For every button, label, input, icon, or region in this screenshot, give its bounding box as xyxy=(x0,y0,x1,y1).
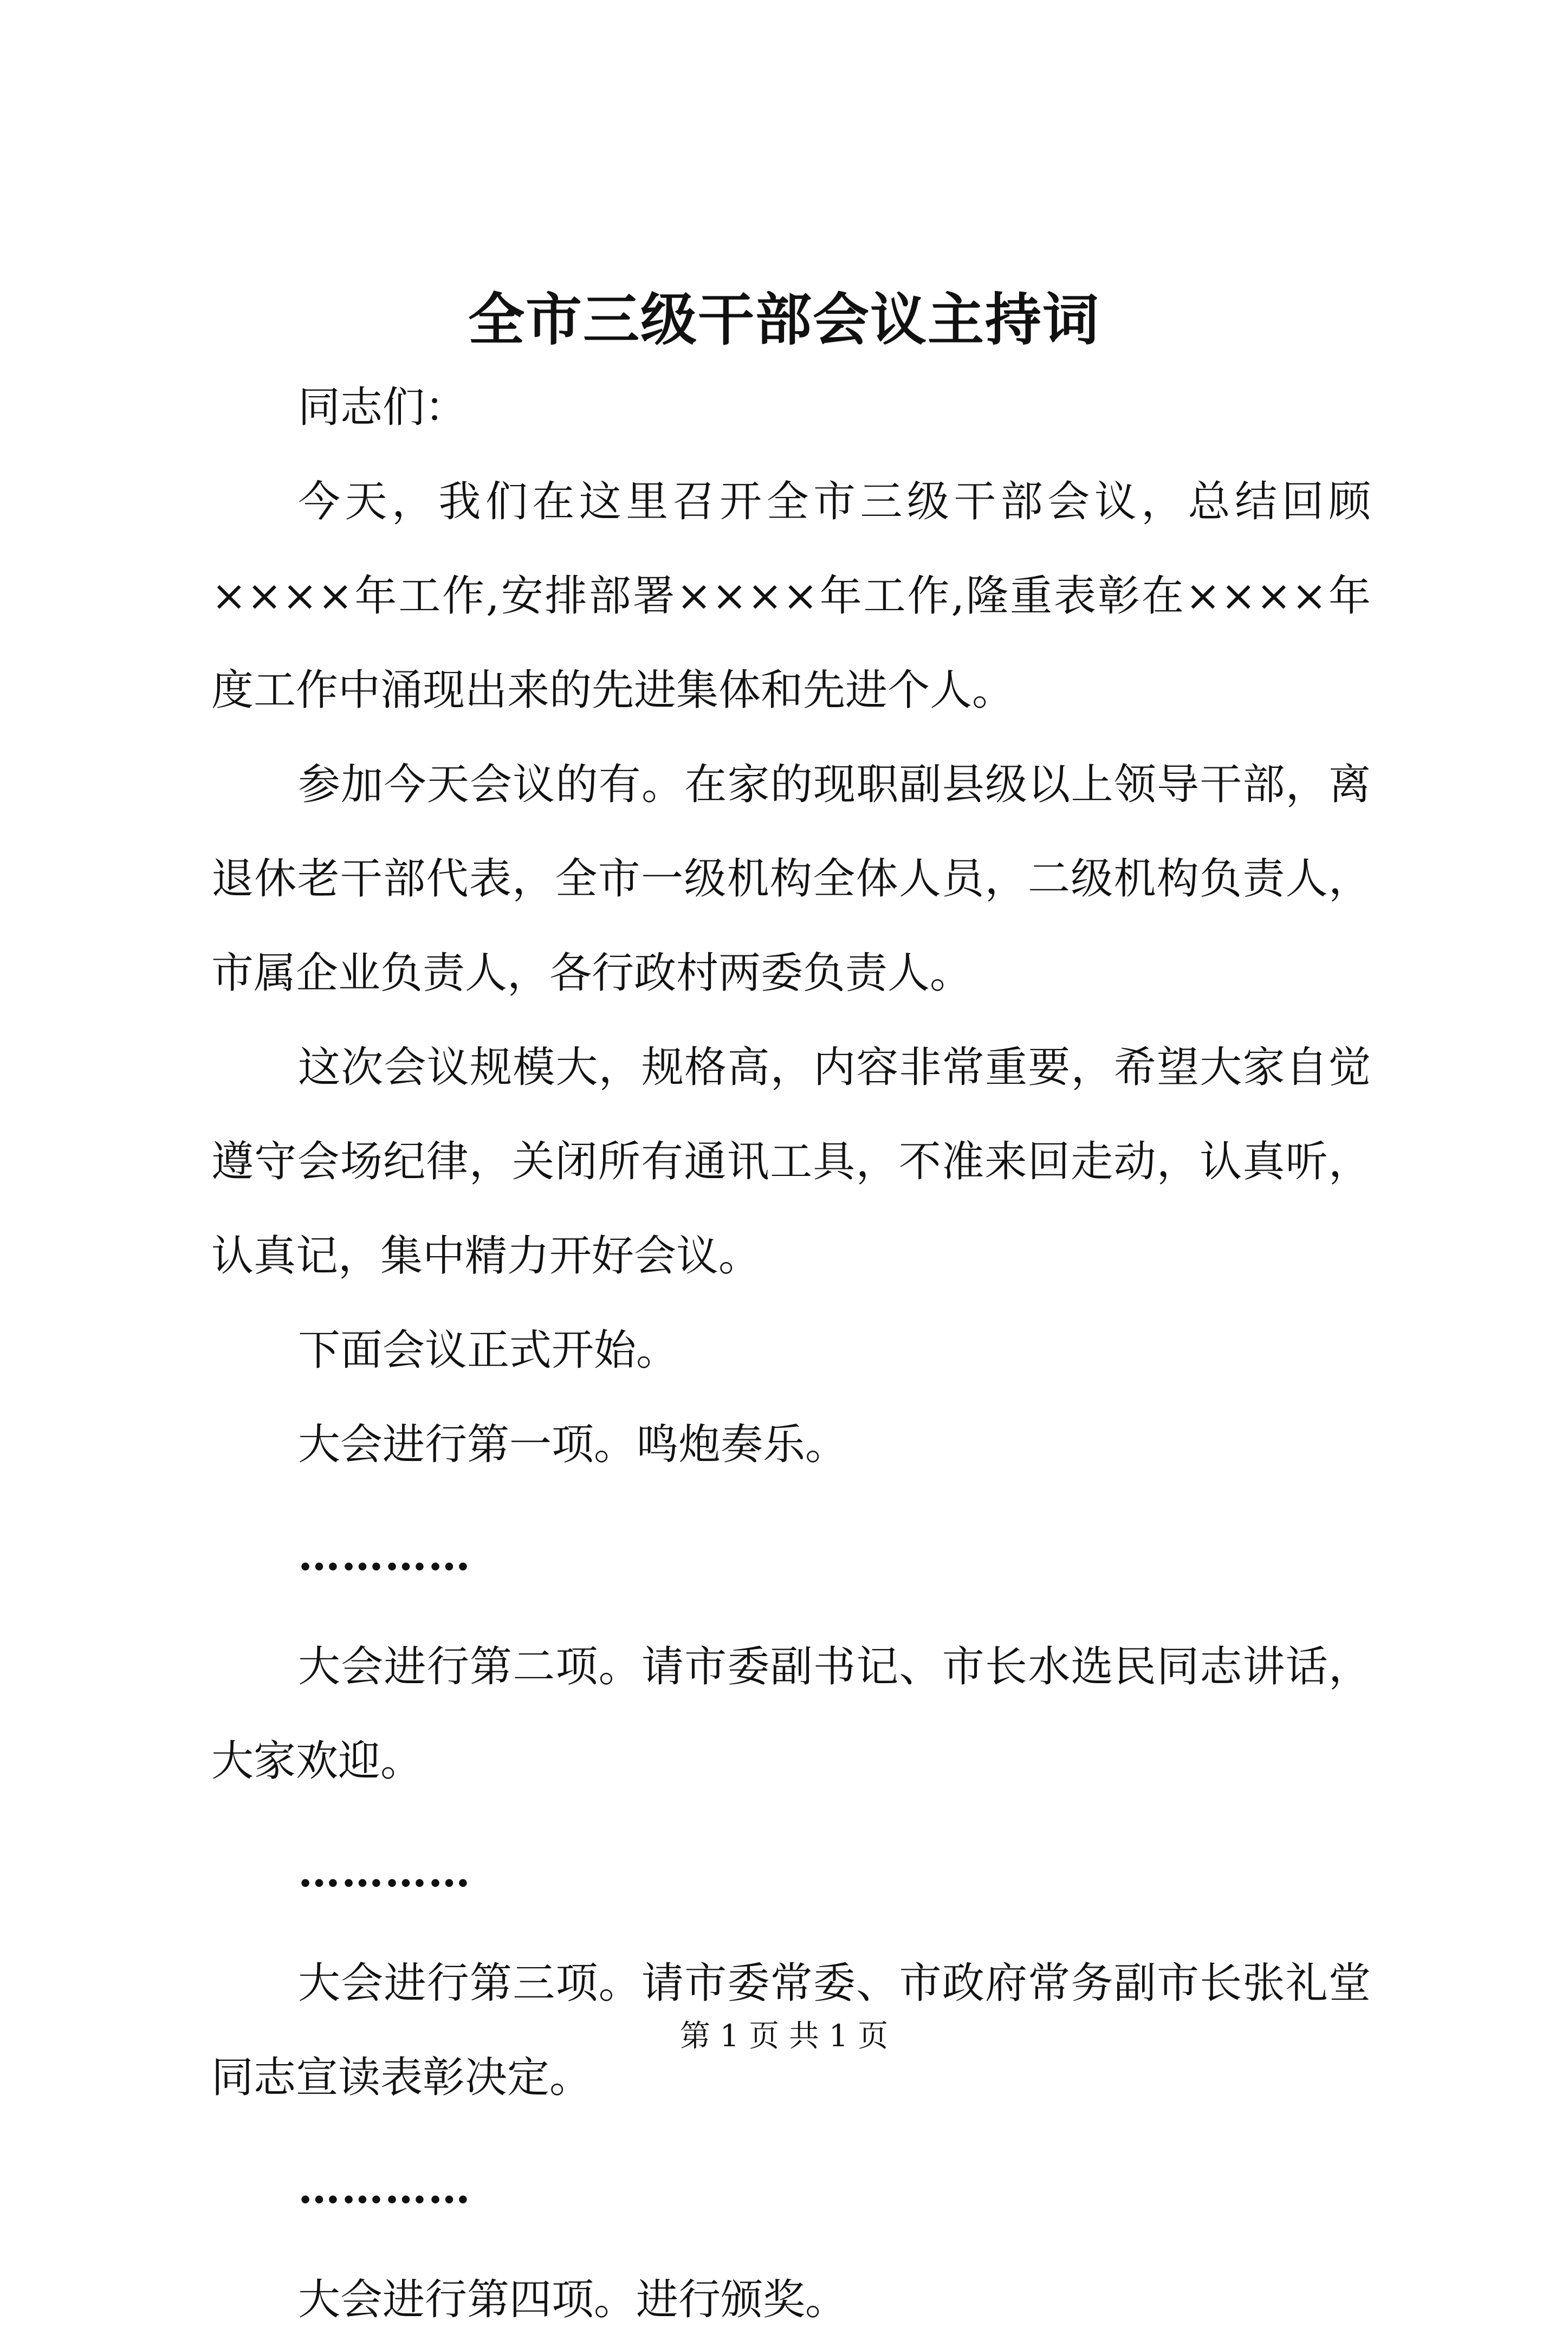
agenda-item-2: 大会进行第二项。请市委副书记、市长水选民同志讲话，大家欢迎。 xyxy=(211,1643,1371,1786)
ellipsis-separator: ………… xyxy=(298,1531,471,1580)
ellipsis-separator: ………… xyxy=(298,1847,471,1897)
page-footer: 第 1 页 共 1 页 xyxy=(679,2019,889,2054)
agenda-item-3: 大会进行第三项。请市委常委、市政府常务副市长张礼堂同志宣读表彰决定。 xyxy=(211,1959,1371,2102)
salutation: 同志们： xyxy=(298,383,468,432)
paragraph-attendees: 参加今天会议的有。在家的现职副县级以上领导干部，离退休老干部代表，全市一级机构全体人员，二级机构负责人，市属企业负责人，各行政村两委负责人。 xyxy=(211,760,1371,998)
paragraph-opening: 今天，我们在这里召开全市三级干部会议，总结回顾××××年工作,安排部署××××年工作,隆重表彰在××××年度工作中涌现出来的先进集体和先进个人。 xyxy=(211,477,1371,715)
paragraph-discipline: 这次会议规模大，规格高，内容非常重要，希望大家自觉遵守会场纪律，关闭所有通讯工具，不准来回走动，认真听，认真记，集中精力开好会议。 xyxy=(211,1043,1371,1281)
document-title: 全市三级干部会议主持词 xyxy=(468,286,1100,353)
agenda-item-1: 大会进行第一项。鸣炮奏乐。 xyxy=(298,1420,848,1469)
ellipsis-separator: ………… xyxy=(298,2164,471,2213)
agenda-item-4: 大会进行第四项。进行颁奖。 xyxy=(298,2275,848,2324)
paragraph-start: 下面会议正式开始。 xyxy=(298,1326,679,1375)
